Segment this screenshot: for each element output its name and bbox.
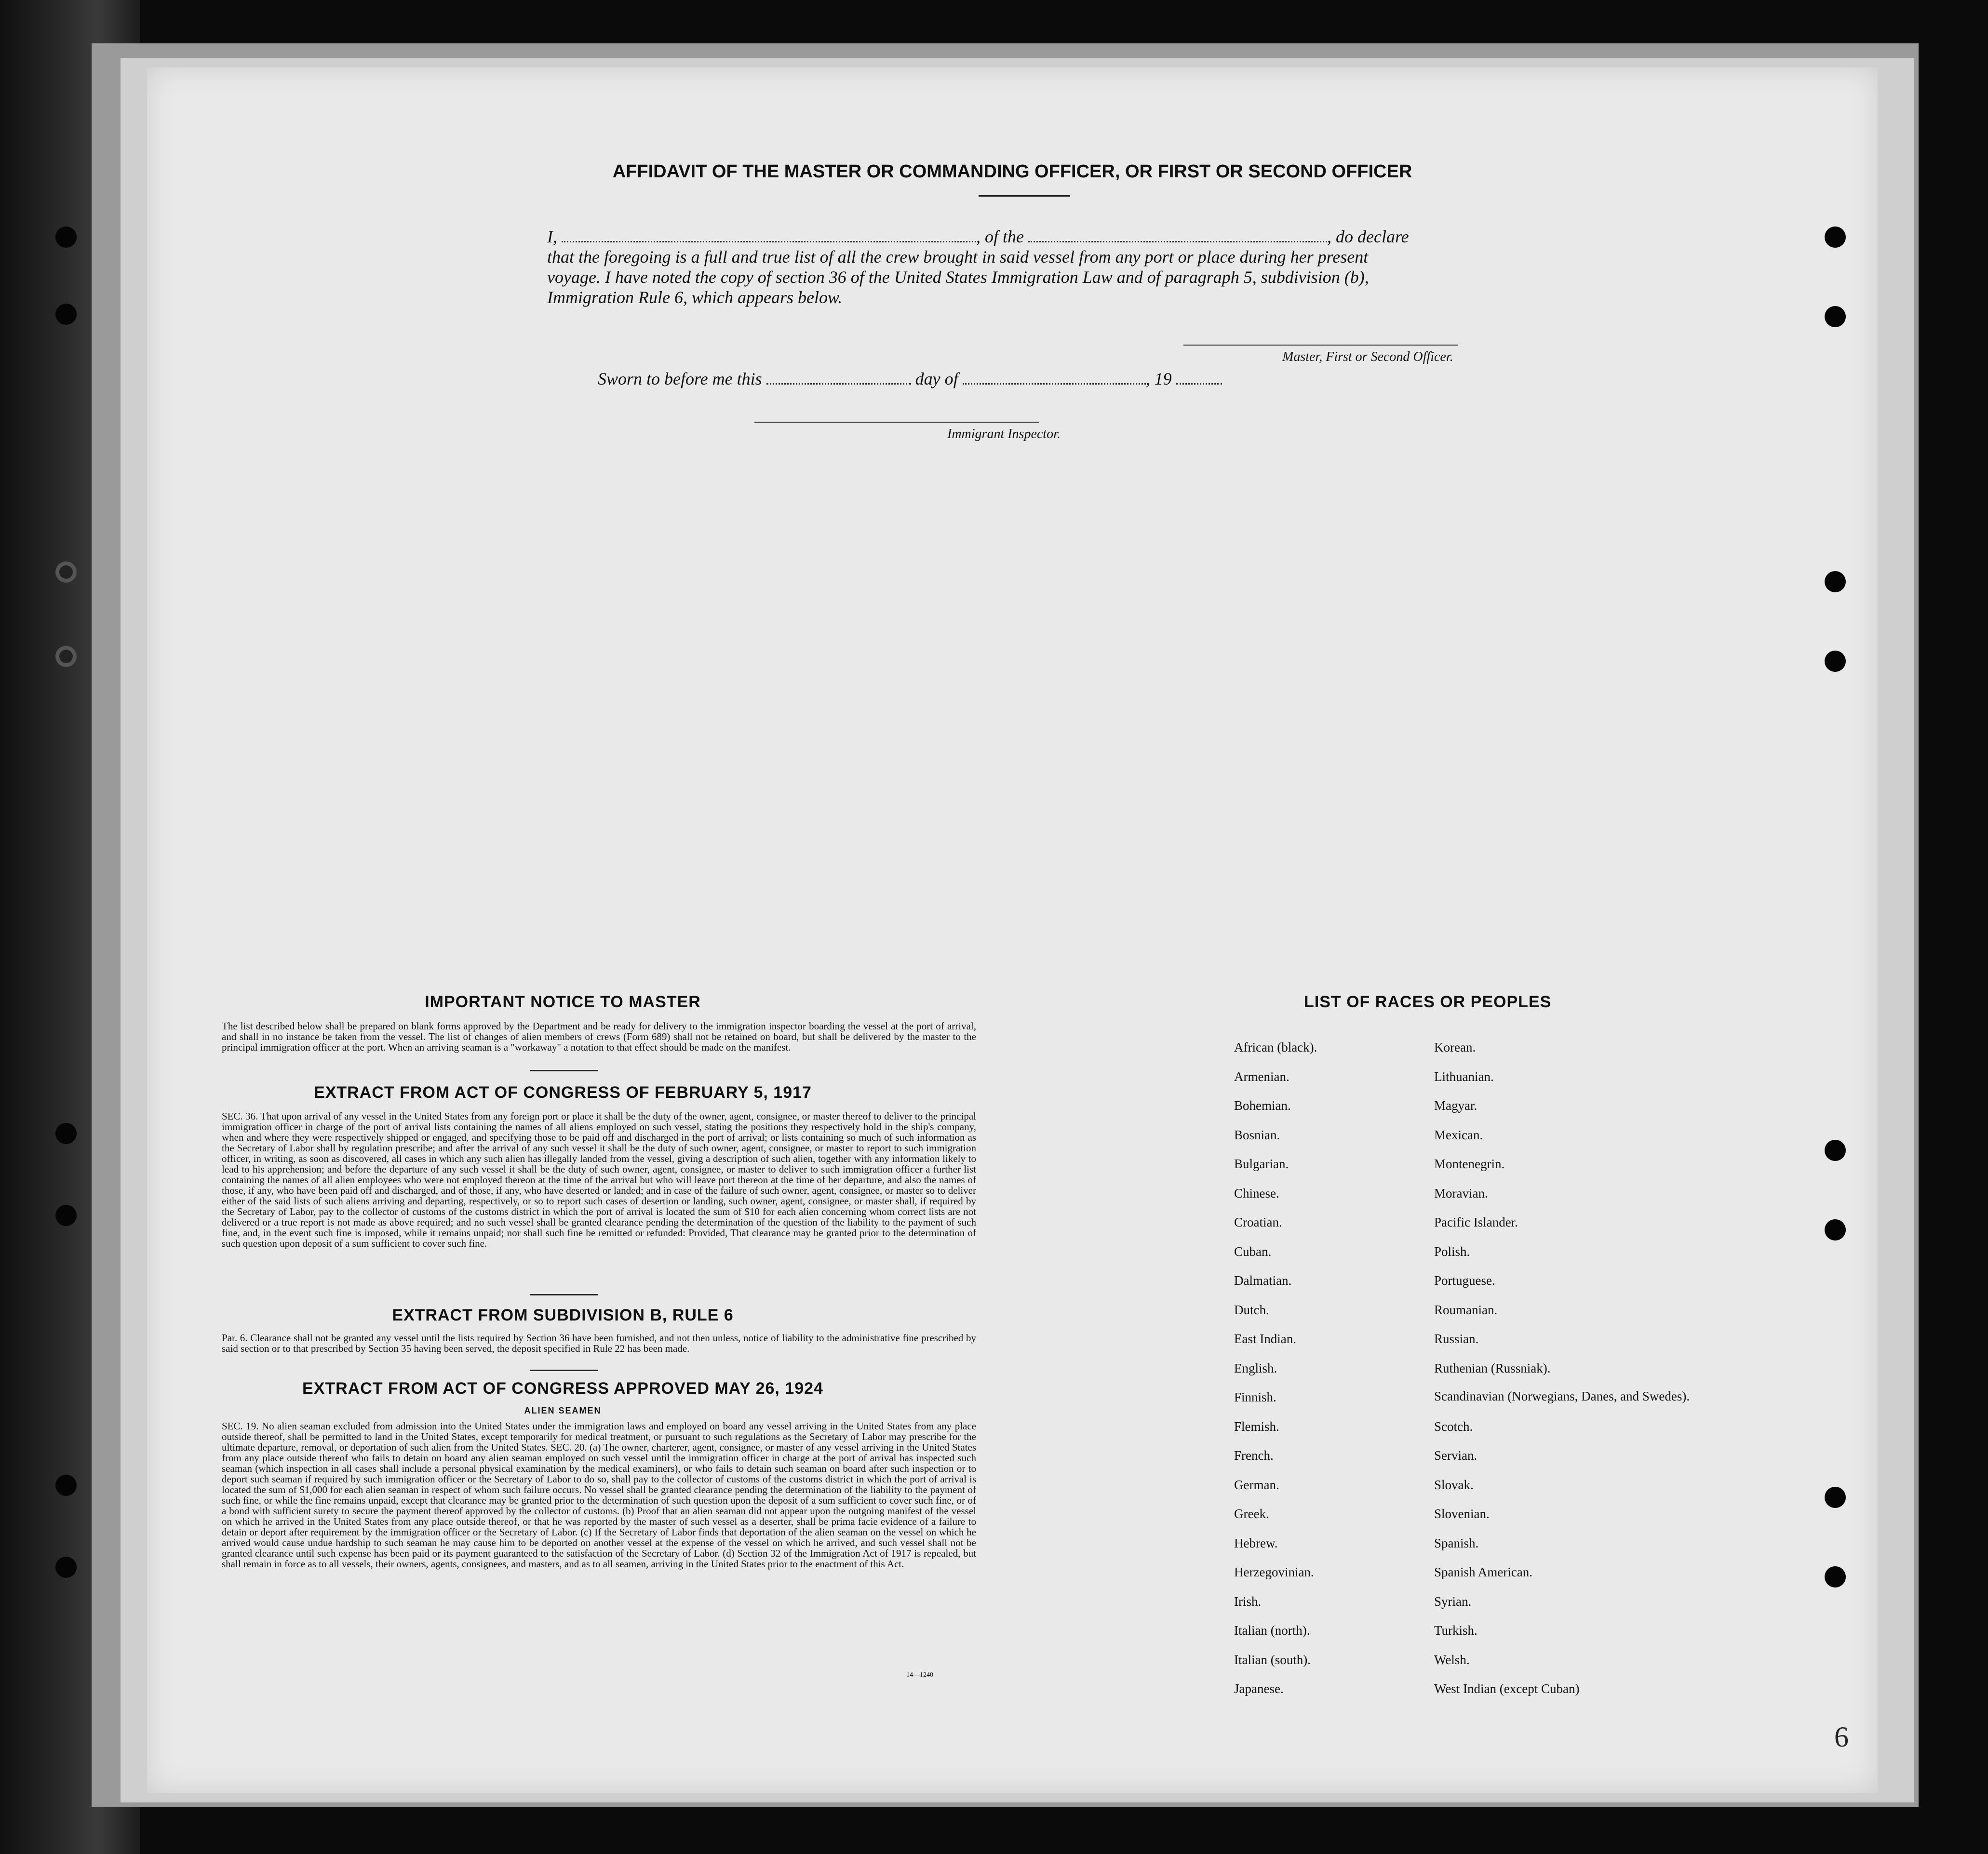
master-caption: Master, First or Second Officer.: [1282, 349, 1453, 364]
binder-hole: [55, 304, 77, 325]
race-item: Scotch.: [1434, 1419, 1473, 1434]
inspector-caption: Immigrant Inspector.: [947, 427, 1061, 441]
day-blank: [766, 372, 911, 385]
section-rule: [530, 1294, 598, 1295]
race-item: Pacific Islander.: [1434, 1215, 1518, 1229]
race-item: Portuguese.: [1434, 1273, 1495, 1288]
race-item: Spanish American.: [1434, 1565, 1532, 1579]
binder-hole: [55, 1557, 77, 1578]
race-item: French.: [1234, 1448, 1274, 1463]
race-item: Bulgarian.: [1234, 1157, 1289, 1171]
race-item: Finnish.: [1234, 1390, 1276, 1404]
race-item: Slovak.: [1434, 1477, 1474, 1492]
race-item: Hebrew.: [1234, 1535, 1278, 1550]
affidavit-i: I,: [547, 227, 557, 246]
race-item: German.: [1234, 1477, 1279, 1492]
race-item: Roumanian.: [1434, 1302, 1498, 1317]
races-left-column: [1234, 1040, 1317, 1711]
race-item: Welsh.: [1434, 1652, 1470, 1667]
binder-hole: [55, 1205, 77, 1226]
sworn-line: [598, 369, 1222, 389]
race-item: Russian.: [1434, 1332, 1479, 1346]
extract-rule6-body: Par. 6. Clearance shall not be granted any vessel until the lists required by Section 36 have been furnished, and not then unless, notice of liability to the administrative fine prescribed by said section or to that prescribed by Section 35 having been served, the deposit specified in Rule 22 has been made.: [222, 1332, 976, 1354]
race-item: Flemish.: [1234, 1419, 1279, 1434]
affidavit-line-4: Immigration Rule 6, which appears below.: [547, 288, 843, 307]
race-item: Chinese.: [1234, 1186, 1279, 1200]
affidavit-line-2: that the foregoing is a full and true list of all the crew brought in said vessel from any port or place during her present: [547, 247, 1369, 267]
section-rule: [530, 1070, 598, 1071]
sworn-year: , 19: [1145, 369, 1172, 388]
affidavit-title: AFFIDAVIT OF THE MASTER OR COMMANDING OFFICER, OR FIRST OR SECOND OFFICER: [612, 161, 1412, 182]
affidavit-line-1: [547, 227, 1409, 247]
page-hole: [1825, 306, 1846, 327]
race-item: Moravian.: [1434, 1186, 1488, 1200]
extract-1924-title: EXTRACT FROM ACT OF CONGRESS APPROVED MAY 26, 1924: [302, 1379, 823, 1398]
race-item: Croatian.: [1234, 1215, 1282, 1229]
affidavit-of-the: , of the: [976, 227, 1024, 246]
year-blank: [1176, 372, 1222, 385]
race-item: Slovenian.: [1434, 1507, 1490, 1521]
race-item: Greek.: [1234, 1507, 1269, 1521]
race-item: Magyar.: [1434, 1098, 1478, 1113]
race-item: Irish.: [1234, 1594, 1262, 1609]
title-rule: [979, 195, 1070, 197]
extract-rule6-title: EXTRACT FROM SUBDIVISION B, RULE 6: [392, 1306, 734, 1324]
race-item: Dalmatian.: [1234, 1273, 1292, 1288]
races-right-column: [1434, 1040, 1690, 1711]
month-blank: [963, 372, 1146, 385]
extract-1924-body: SEC. 19. No alien seaman excluded from admission into the United States under the immigration laws and employed on board any vessel arriving in the United States from any place outside thereof, shall be permitted to land in the United States, except temporarily for medical treatment, or pursuant to such regulations as the Secretary of Labor may prescribe for the ultimate departure, removal, or deportation of such alien from the United States. SEC. 20. (a) The owner, charterer, agent, consignee, or master of any vessel arriving in the United States from any place outside thereof who fails to detain on board any alien seaman employed on such vessel until the immigration officer in charge at the port of arrival has inspected such seaman (which inspection in all cases shall include a personal physical examination by the medical examiners), or who fails to detain such seaman on board after such inspection or to deport such seaman if required by such immigration officer or the Secretary of Labor to do so, shall pay to the collector of customs of the customs district in which the port of arrival is located the sum of $1,000 for each alien seaman in respect of whom such failure occurs. No vessel shall be granted clearance pending the determination of the liability to the payment of such fine, or while the fine remains unpaid, except that clearance may be granted prior to the determination of such question upon the deposit of a sum sufficient to cover such fine, or of a bond with sufficient surety to secure the payment thereof approved by the collector of customs. (b) Proof that an alien seaman did not appear upon the outgoing manifest of the vessel on which he arrived in the United States from any place outside thereof, or that he was reported by the master of such vessel as a deserter, shall be prima facie evidence of a failure to detain or deport after requirement by the immigration officer or the Secretary of Labor. (c) If the Secretary of Labor finds that deportation of the alien seaman on the vessel on which he arrived would cause undue hardship to such seaman he may cause him to be deported on another vessel at the expense of the vessel on which he arrived, and such vessel shall not be granted clearance until such expense has been paid or its payment guaranteed to the satisfaction of the Secretary of Labor. (d) Section 32 of the Immigration Act of 1917 is repealed, but shall remain in force as to all vessels, their owners, agents, consignees, and masters, and as to all seamen, arriving in the United States prior to the enactment of this Act.: [222, 1420, 976, 1570]
affidavit-declare: , do declare: [1327, 227, 1409, 246]
race-item: Montenegrin.: [1434, 1157, 1505, 1171]
binder-hole: [55, 1123, 77, 1144]
race-item: Spanish.: [1434, 1535, 1479, 1550]
race-item: West Indian (except Cuban): [1434, 1681, 1580, 1696]
master-signature-line: [1183, 345, 1458, 346]
race-item: African (black).: [1234, 1040, 1317, 1054]
notice-body: The list described below shall be prepared on blank forms approved by the Department and be ready for delivery to the immigration inspector boarding the vessel at the port of arrival, and shall in no instance be taken from the vessel. The list of changes of alien members of crews (Form 689) shall not be retained on board, but shall be delivered by the master to the principal immigration officer at the port. When an arriving seaman is a "workaway" a notation to that effect should be made on the manifest.: [222, 1020, 976, 1053]
race-item: Lithuanian.: [1434, 1069, 1494, 1084]
race-item: Dutch.: [1234, 1302, 1269, 1317]
race-item: Italian (north).: [1234, 1623, 1310, 1638]
races-title: LIST OF RACES OR PEOPLES: [1304, 993, 1552, 1011]
race-item: Italian (south).: [1234, 1652, 1311, 1667]
race-item: Turkish.: [1434, 1623, 1478, 1638]
vessel-blank: [1028, 229, 1327, 242]
form-number: 14—1240: [906, 1671, 933, 1679]
name-blank: [562, 229, 976, 242]
race-item: Herzegovinian.: [1234, 1565, 1314, 1579]
race-item: Armenian.: [1234, 1069, 1290, 1084]
race-item: Polish.: [1434, 1244, 1470, 1259]
sworn-day: day of: [915, 369, 958, 388]
race-item: English.: [1234, 1360, 1277, 1375]
race-item: Servian.: [1434, 1448, 1478, 1463]
notice-title: IMPORTANT NOTICE TO MASTER: [425, 993, 701, 1011]
race-item: Korean.: [1434, 1040, 1476, 1054]
page-hole: [1825, 651, 1846, 672]
page-hole: [1825, 1566, 1846, 1587]
race-item: East Indian.: [1234, 1332, 1296, 1346]
page-hole: [1825, 1487, 1846, 1508]
page-hole: [1825, 571, 1846, 592]
binder-hole: [55, 561, 77, 583]
race-item: Japanese.: [1234, 1681, 1284, 1696]
race-item: Syrian.: [1434, 1594, 1472, 1609]
affidavit-page: [147, 67, 1878, 1793]
binder-hole: [55, 1475, 77, 1496]
page-hole: [1825, 1219, 1846, 1240]
race-item: Mexican.: [1434, 1127, 1483, 1142]
race-item: Cuban.: [1234, 1244, 1272, 1259]
race-item: Bohemian.: [1234, 1098, 1291, 1113]
binder-hole: [55, 227, 77, 248]
sworn-prefix: Sworn to before me this: [598, 369, 762, 388]
binder-hole: [55, 646, 77, 667]
page-hole: [1825, 227, 1846, 248]
race-item: Bosnian.: [1234, 1127, 1280, 1142]
race-item: Scandinavian (Norwegians, Danes, and Swedes).: [1434, 1389, 1690, 1403]
extract-1917-body: SEC. 36. That upon arrival of any vessel in the United States from any foreign port or place it shall be the duty of the owner, agent, consignee, or master thereof to deliver to the principal immigration officer in charge of the port of arrival lists containing the names of all aliens employed on such vessel, stating the positions they respectively hold in the ship's company, when and where they were respectively shipped or engaged, and specifying those to be paid off and discharged in the port of arrival; or lists containing so much of such information as the Secretary of Labor shall by regulation prescribe; and after the arrival of any such vessel it shall be the duty of such owner, agent, consignee, or master to report to such immigration officer, in writing, as soon as discovered, all cases in which any such alien has illegally landed from the vessel, giving a description of such alien, together with any information likely to lead to his apprehension; and before the departure of any such vessel it shall be the duty of such owner, agent, consignee, or master to deliver to such immigration officer a further list containing the names of all alien employees who were not employed thereon at the time of the arrival but who will leave port thereon at the time of her departure, and also the names of those, if any, who have been paid off and discharged, and of those, if any, who have deserted or landed; and in case of the failure of such owner, agent, consignee, or master so to deliver either of the said lists of such aliens arriving and departing, respectively, or so to report such cases of desertion or landing, such owner, agent, consignee, or master shall, if required by the Secretary of Labor, pay to the collector of customs of the customs district in which the port of arrival is located the sum of $10 for each alien concerning whom correct lists are not delivered or a true report is not made as above required; and no such vessel shall be granted clearance pending the determination of the question of the liability to the payment of such fine, and, in the event such fine is imposed, while it remains unpaid; nor shall such fine be remitted or refunded: Provided, That clearance may be granted prior to the determination of such question upon deposit of a sum sufficient to cover such fine.: [222, 1110, 976, 1249]
extract-1917-title: EXTRACT FROM ACT OF CONGRESS OF FEBRUARY 5, 1917: [314, 1083, 812, 1102]
race-item: Ruthenian (Russniak).: [1434, 1360, 1551, 1375]
inspector-signature-line: [754, 422, 1039, 423]
affidavit-line-3: voyage. I have noted the copy of section 36 of the United States Immigration Law and of paragraph 5, subdivision (b),: [547, 267, 1369, 287]
section-rule: [530, 1370, 598, 1371]
alien-seamen-subtitle: ALIEN SEAMEN: [524, 1406, 602, 1415]
page-hole: [1825, 1140, 1846, 1161]
handwritten-page-mark: 6: [1834, 1721, 1849, 1753]
